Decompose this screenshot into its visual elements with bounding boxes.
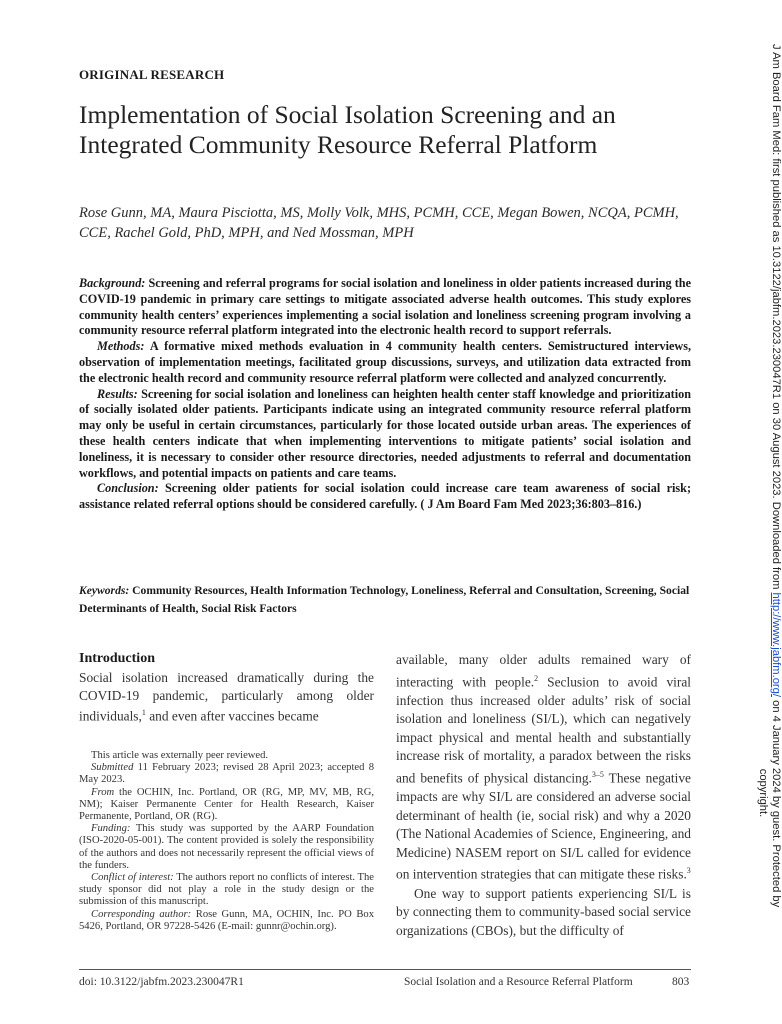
section-label: ORIGINAL RESEARCH [79,67,225,82]
side-notice-part-b: on 4 January 2024 by guest. Protected by [770,697,782,908]
conclusion-label: Conclusion: [97,481,159,496]
from-label: From [91,786,115,798]
intro-paragraph-continued [396,651,691,885]
right-p1-c: These negative impacts are why SI/L are considered an adverse social determinant of health (ie, social risk) and why a 2020 (The National Academies of Science, Engineering, and Medicine) NASEM report on SI/L called for evidence on intervention strategies that can mitigate these risks. [396,770,691,882]
from-text: the OCHIN, Inc. Portland, OR (RG, MP, MV, MB, RG, NM); Kaiser Permanente Center for Health Research, Kaiser Permanente, Portland, OR (RG). [79,786,374,823]
right-p1-b: Seclusion to avoid viral infection thus increased older adults’ risk of social isolation and loneliness (SI/L), which can negatively impact physical and mental health and substantially increase risk of mortality, a paradox between the risks and benefits of physical distancing. [396,674,691,786]
corresponding-text: Rose Gunn, MA, OCHIN, Inc. PO Box 5426, Portland, OR 97228-5426 (E-mail: gunnr@ochin.org). [79,908,374,932]
footnote-from [79,787,374,824]
jabfm-link[interactable]: http://www.jabfm.org/ [770,592,782,697]
introduction-heading: Introduction [79,651,155,666]
methods-label: Methods: [97,339,145,354]
methods-text: A formative mixed methods evaluation in 4 community health centers. Semistructured interviews, observation of implementation meetings, facilitated group discussions, surveys, and utilization data extracted from the electronic health record and community resource referral platform were collected and analyzed concurrently. [79,339,691,385]
keywords-text: Community Resources, Health Information Technology, Loneliness, Referral and Consultation, Screening, Social Determinants of Health, Social Risk Factors [79,584,690,615]
abstract-conclusion [79,481,691,513]
conclusion-text: Screening older patients for social isolation could increase care team awareness of social risk; assistance related referral options should be considered carefully. ( J Am Board Fam Med 2023;36:803–816.) [79,481,691,512]
abstract-results [79,387,691,482]
abstract-background [79,276,691,339]
intro-p1-text: Social isolation increased dramatically during the COVID-19 pandemic, particularly among older individuals, [79,670,374,724]
left-column-text [79,669,374,725]
side-copyright-notice [742,44,782,984]
page-number: 803 [672,976,690,988]
side-notice-part-a: J Am Board Fam Med: first published as 10.3122/jabfm.2023.230047R1 on 30 August 2023. Downloaded from [770,44,782,593]
background-label: Background: [79,276,146,290]
side-notice-text [742,44,782,984]
footnotes [79,750,374,933]
funding-label: Funding: [91,823,131,835]
footer-doi: doi: 10.3122/jabfm.2023.230047R1 [79,976,244,988]
author-list: Rose Gunn, MA, Maura Pisciotta, MS, Molly Volk, MHS, PCMH, CCE, Megan Bowen, NCQA, PCMH, CCE, Rachel Gold, PhD, MPH, and Ned Mossman, MPH [79,205,679,241]
footer-divider [79,969,691,970]
footer-running-title: Social Isolation and a Resource Referral Platform [404,976,633,988]
results-label: Results: [97,386,138,401]
article-title: Implementation of Social Isolation Screening and an Integrated Community Resource Referral Platform [79,100,616,159]
conflict-label: Conflict of interest: [91,872,174,884]
footnote-conflict [79,872,374,909]
keywords [79,582,691,618]
reference-marker: 1 [141,708,146,718]
footnote-corresponding [79,909,374,933]
abstract-methods [79,339,691,386]
right-column-text [396,651,691,940]
reference-marker: 3 [686,866,691,876]
keywords-label: Keywords: [79,584,130,597]
reference-marker: 3–5 [591,770,604,780]
reference-marker: 2 [534,673,539,683]
footnote-peer-review: This article was externally peer reviewed. [91,750,269,761]
background-text: Screening and referral programs for social isolation and loneliness in older patients increased during the COVID-19 pandemic in primary care settings to mitigate associated adverse health outcomes. This study explores community health centers’ experiences implementing a social isolation and loneliness screening program involving a community resource referral platform integrated into the electronic health record to support referrals. [79,276,691,338]
right-p1-a: available, many older adults remained wary of interacting with people. [396,652,691,690]
side-notice-part-c: copyright. [757,768,770,818]
intro-paragraph-1 [79,669,374,725]
abstract [79,276,691,513]
footnote-submitted [79,762,374,786]
footnote-funding [79,823,374,872]
results-text: Screening for social isolation and loneliness can heighten health center staff knowledge and prioritization of socially isolated older patients. Participants indicate using an integrated community resource referral platform may only be useful in certain circumstances, particularly for those located outside urban areas. The experiences of these health centers indicate that when implementing interventions to mitigate patients’ social isolation and loneliness, it is necessary to consider other resource directories, needed adjustments to referral and documentation workflows, and potential impacts on patients and care teams. [79,386,691,480]
intro-p1-end: and even after vaccines became [145,708,319,724]
corresponding-label: Corresponding author: [91,908,192,920]
intro-paragraph-2: One way to support patients experiencing SI/L is by connecting them to community-based social service organizations (CBOs), but the difficulty of [396,885,691,938]
funding-text: This study was supported by the AARP Foundation (ISO-2020-05-001). The content provided is solely the responsibility of the authors and does not necessarily represent the official views of the funders. [79,823,374,871]
submitted-label: Submitted [91,762,134,774]
conflict-text: The authors report no conflicts of interest. The study sponsor did not play a role in the study design or the submission of this manuscript. [79,872,375,908]
submitted-text: 11 February 2023; revised 28 April 2023; accepted 8 May 2023. [79,762,374,786]
